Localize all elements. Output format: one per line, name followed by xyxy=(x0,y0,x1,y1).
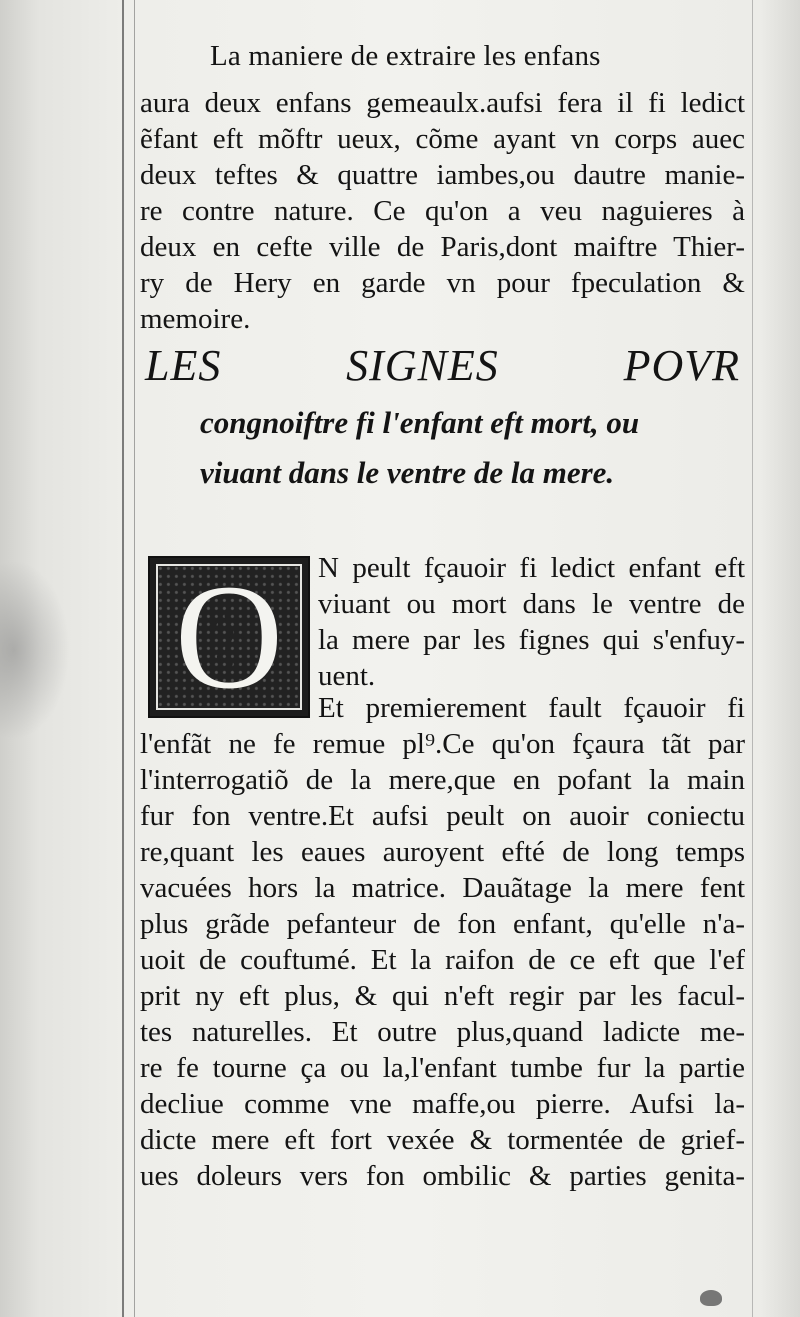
text-line: tes naturelles. Et outre plus,quand ladicte me- xyxy=(140,1016,745,1048)
text-line: deux teftes & quattre iambes,ou dautre manie- xyxy=(140,159,745,191)
text-line: memoire. xyxy=(140,303,251,335)
section-title-line-1: LES SIGNES POVR xyxy=(145,341,740,390)
text-line: ẽfant eft mõftr ueux, cõme ayant vn corps auec xyxy=(140,123,745,155)
text-line: re contre nature. Ce qu'on a veu naguieres à xyxy=(140,195,745,227)
text-line: prit ny eft plus, & qui n'eft regir par les facul- xyxy=(140,980,745,1012)
text-line: uoit de couftumé. Et la raifon de ce eft que l'ef xyxy=(140,944,745,976)
section-title-line-2: congnoiftre fi l'enfant eft mort, ou xyxy=(200,405,640,440)
text-line: l'interrogatiõ de la mere,que en pofant la main xyxy=(140,764,745,796)
drop-cap-paragraph xyxy=(318,550,745,694)
text-line: N peult fçauoir fi ledict enfant eft xyxy=(318,552,745,584)
text-line: fur fon ventre.Et aufsi peult on auoir coniectu xyxy=(140,800,745,832)
inner-margin-rule xyxy=(134,0,135,1317)
text-line: viuant ou mort dans le ventre de xyxy=(318,588,745,620)
body-paragraph xyxy=(140,690,745,1194)
section-title-line-3: viuant dans le ventre de la mere. xyxy=(200,455,615,490)
text-line: deux en cefte ville de Paris,dont maiftre Thier- xyxy=(140,231,745,263)
left-margin-rule xyxy=(122,0,124,1317)
text-line: uent. xyxy=(318,660,376,692)
text-line: ry de Hery en garde vn pour fpeculation & xyxy=(140,267,745,299)
text-line: dicte mere eft fort vexée & tormentée de grief- xyxy=(140,1124,745,1156)
ink-smudge xyxy=(700,1290,722,1306)
text-line: re fe tourne ça ou la,l'enfant tumbe fur la partie xyxy=(140,1052,745,1084)
text-line: re,quant les eaues auroyent efté de long temps xyxy=(140,836,745,868)
running-header: La maniere de extraire les enfans xyxy=(210,40,601,72)
initial-letter: O xyxy=(174,554,284,720)
floral-ornament-icon xyxy=(199,602,259,672)
page-shadow xyxy=(0,560,70,740)
top-paragraph xyxy=(140,85,745,337)
text-line: decliue comme vne maffe,ou pierre. Aufsi la- xyxy=(140,1088,745,1120)
text-line: vacuées hors la matrice. Dauãtage la mere fent xyxy=(140,872,745,904)
text-line: Et premierement fault fçauoir fi xyxy=(318,692,745,724)
right-margin-rule xyxy=(752,0,753,1317)
text-line: aura deux enfans gemeaulx.aufsi fera il fi ledict xyxy=(140,87,745,119)
text-line: la mere par les fignes qui s'enfuy- xyxy=(318,624,745,656)
text-line: plus grãde pefanteur de fon enfant, qu'elle n'a- xyxy=(140,908,745,940)
text-line: l'enfãt ne fe remue pl⁹.Ce qu'on fçaura tãt par xyxy=(140,728,745,760)
text-line: ues doleurs vers fon ombilic & parties genita- xyxy=(140,1160,745,1192)
